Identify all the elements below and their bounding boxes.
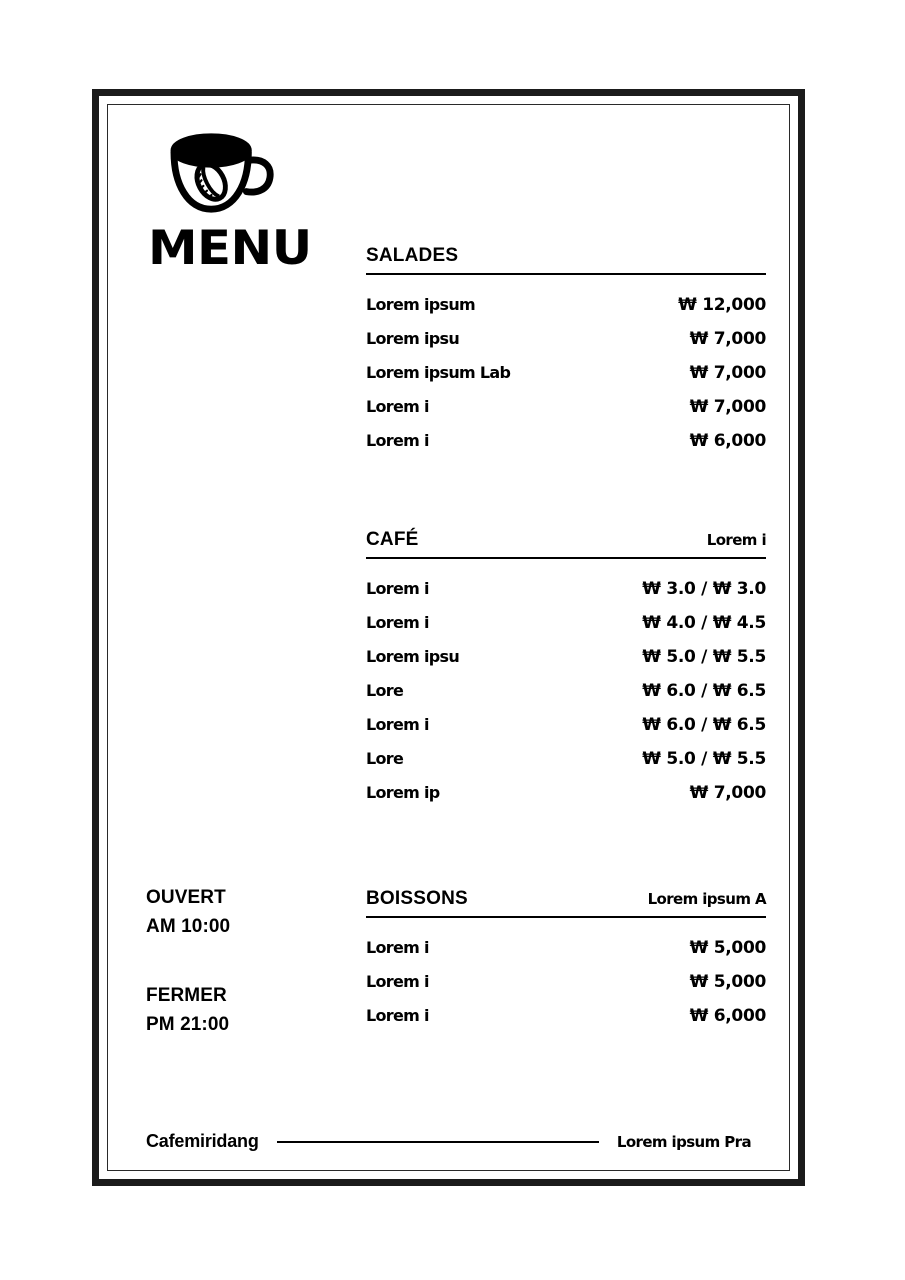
menu-item-price: ₩ 7,000 — [689, 329, 766, 349]
section-cafe — [366, 529, 766, 817]
section-items — [366, 295, 766, 465]
menu-item-price: ₩ 6,000 — [689, 1006, 766, 1026]
menu-item-row[interactable] — [366, 749, 766, 783]
menu-item-row[interactable] — [366, 397, 766, 431]
hours-label: OUVERT — [146, 887, 226, 908]
menu-item-row[interactable] — [366, 972, 766, 1006]
section-header — [366, 888, 766, 918]
page-title: MENU — [148, 221, 312, 276]
menu-item-name: Lore — [366, 681, 404, 700]
menu-item-price: ₩ 6,000 — [689, 431, 766, 451]
brand-block — [146, 127, 346, 276]
menu-item-name: Lorem i — [366, 972, 429, 991]
section-items — [366, 938, 766, 1040]
hours-time: PM 21:00 — [146, 1014, 230, 1035]
menu-item-name: Lore — [366, 749, 404, 768]
section-title: BOISSONS — [366, 888, 468, 909]
menu-item-row[interactable] — [366, 613, 766, 647]
footer — [146, 1131, 751, 1152]
section-header — [366, 529, 766, 559]
menu-frame-inner — [107, 104, 790, 1171]
menu-item-price: ₩ 6.0 / ₩ 6.5 — [642, 681, 766, 701]
menu-item-price: ₩ 7,000 — [689, 397, 766, 417]
menu-item-name: Lorem i — [366, 397, 429, 416]
menu-item-row[interactable] — [366, 938, 766, 972]
menu-item-price: ₩ 7,000 — [689, 363, 766, 383]
menu-item-row[interactable] — [366, 431, 766, 465]
menu-item-name: Lorem ipsum Lab — [366, 363, 511, 382]
footer-divider — [277, 1141, 599, 1143]
menu-item-price: ₩ 5,000 — [689, 938, 766, 958]
menu-item-price: ₩ 6.0 / ₩ 6.5 — [642, 715, 766, 735]
hours-close — [146, 981, 326, 1039]
menu-frame-outer — [92, 89, 805, 1186]
menu-sheet — [108, 105, 789, 1170]
hours-open — [146, 883, 326, 941]
hours-time: AM 10:00 — [146, 916, 231, 937]
menu-item-row[interactable] — [366, 783, 766, 817]
menu-item-price: ₩ 3.0 / ₩ 3.0 — [642, 579, 766, 599]
menu-item-price: ₩ 4.0 / ₩ 4.5 — [642, 613, 766, 633]
menu-item-name: Lorem ipsu — [366, 647, 460, 666]
menu-item-row[interactable] — [366, 647, 766, 681]
section-boissons — [366, 888, 766, 1040]
menu-item-row[interactable] — [366, 681, 766, 715]
menu-item-row[interactable] — [366, 295, 766, 329]
section-title: CAFÉ — [366, 529, 419, 550]
section-items — [366, 579, 766, 817]
menu-item-name: Lorem ipsum — [366, 295, 475, 314]
footer-note: Lorem ipsum Pra — [616, 1132, 751, 1151]
menu-item-name: Lorem ipsu — [366, 329, 460, 348]
menu-item-name: Lorem i — [366, 1006, 429, 1025]
menu-item-price: ₩ 7,000 — [689, 783, 766, 803]
menu-item-price: ₩ 5.0 / ₩ 5.5 — [642, 647, 766, 667]
menu-item-name: Lorem ip — [366, 783, 440, 802]
opening-hours — [146, 883, 326, 1039]
menu-item-name: Lorem i — [366, 579, 429, 598]
menu-item-row[interactable] — [366, 579, 766, 613]
menu-item-row[interactable] — [366, 329, 766, 363]
menu-item-price: ₩ 5.0 / ₩ 5.5 — [642, 749, 766, 769]
menu-item-price: ₩ 12,000 — [678, 295, 766, 315]
menu-item-name: Lorem i — [366, 938, 429, 957]
coffee-cup-with-bean-icon — [160, 127, 278, 219]
menu-item-price: ₩ 5,000 — [689, 972, 766, 992]
section-salades — [366, 245, 766, 465]
footer-brand-name: Cafemiridang — [146, 1131, 259, 1151]
hours-label: FERMER — [146, 985, 227, 1006]
section-header — [366, 245, 766, 275]
menu-item-row[interactable] — [366, 363, 766, 397]
section-title: SALADES — [366, 245, 459, 266]
menu-item-name: Lorem i — [366, 431, 429, 450]
menu-item-row[interactable] — [366, 1006, 766, 1040]
menu-item-name: Lorem i — [366, 613, 429, 632]
menu-item-name: Lorem i — [366, 715, 429, 734]
menu-item-row[interactable] — [366, 715, 766, 749]
section-note: Lorem i — [706, 531, 766, 549]
section-note: Lorem ipsum A — [647, 890, 766, 908]
